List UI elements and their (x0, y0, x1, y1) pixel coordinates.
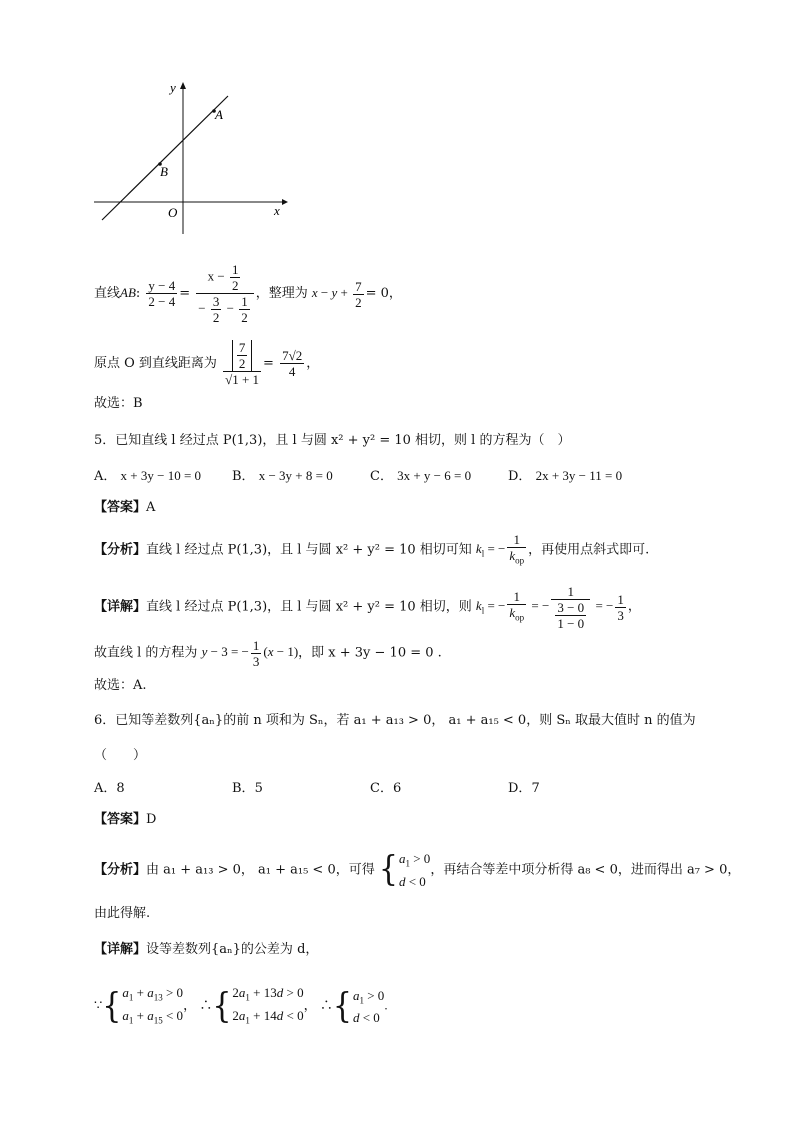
q6-option-a: A．8 (94, 781, 125, 796)
q6-answer: 【答案】D (94, 812, 157, 827)
point-a-label: A (215, 107, 223, 122)
q6-option-c: C．6 (370, 781, 402, 796)
q5-stem: 5．已知直线 l 经过点 P(1,3)，且 l 与圆 x² + y² = 10 相切，则 l 的方程为（ ） (94, 433, 571, 448)
q6-stem: 6．已知等差数列{aₙ}的前 n 项和为 Sₙ，若 a₁ + a₁₃ > 0， a₁ + a₁₅ < 0，则 Sₙ 取最大值时 n 的值为 (94, 713, 696, 728)
x-axis-arrow (282, 199, 288, 205)
q6-option-d: D．7 (508, 781, 540, 796)
line-ab (102, 96, 228, 220)
q5-option-c: C． 3x + y − 6 = 0 (370, 468, 472, 484)
q5-analysis: 【分析】直线 l 经过点 P(1,3)，且 l 与圆 x² + y² = 10 相切可知 $k_l$ = − 1 $k_{op}$ ，再使用点斜式即可. (94, 532, 650, 566)
q6-stem-cont: （ ） (94, 748, 147, 763)
q6-analysis-cont: 由此得解. (94, 906, 151, 921)
line-graph (90, 78, 290, 238)
distance-line: 原点 O 到直线距离为 $\frac{\frac{7}{2}}{√1 + 1}$ = $\frac{7√2}{4}$ ， (94, 340, 320, 387)
q5-conclusion: 故直线 l 的方程为 y − 3 = − $\frac{1}{3}$ (x − 1)，即 x + 3y − 10 = 0 . (94, 638, 442, 669)
q5-detail: 【详解】直线 l 经过点 P(1,3)，且 l 与圆 x² + y² = 10 相切，则 $k_l$ = − 1 $k_{op}$ = − $\frac{1}{\frac{3 - 0}{1 - 0}}$ = − $\frac{1}{3}$ ， (94, 584, 641, 631)
q5-option-b: B． x − 3y + 8 = 0 (232, 468, 333, 484)
q5-option-d: D． 2x + 3y − 11 = 0 (508, 468, 623, 484)
q6-detail: 【详解】设等差数列{aₙ}的公差为 d， (94, 942, 319, 957)
q5-choice: 故选：A. (94, 678, 147, 693)
q6-derivation: ∵{ $a_1 + a_{13} > 0$ $a_1 + a_{15} < 0$ ， ∴{ $2a_1 + 13d > 0$ $2a_1 + 14d < 0$ ， ∴{ $a_1 > 0$ d < 0 . (94, 985, 388, 1027)
prev-choice: 故选：B (94, 396, 143, 411)
line-ab-equation: 直线AB: $\frac{y - 4}{2 - 4}$ = x − $\frac{1}{2}$ − $\frac{3}{2}$ − $\frac{1}{2}$ ，整理为 x − y + $\frac{7}{2}$ = 0， (94, 262, 402, 325)
point-b-label: B (160, 164, 168, 179)
q6-analysis: 【分析】由 a₁ + a₁₃ > 0， a₁ + a₁₅ < 0，可得 { $a_1 > 0$ d < 0 ，再结合等差中项分析得 a₈ < 0，进而得出 a₇ > 0， (94, 849, 741, 890)
y-axis-label: y (170, 80, 176, 95)
origin-label: O (168, 205, 178, 220)
y-axis-arrow (180, 82, 186, 89)
q6-option-b: B．5 (232, 781, 263, 796)
x-axis-label: x (274, 203, 280, 218)
q5-option-a: A． x + 3y − 10 = 0 (94, 468, 202, 484)
q5-answer: 【答案】A (94, 500, 156, 515)
